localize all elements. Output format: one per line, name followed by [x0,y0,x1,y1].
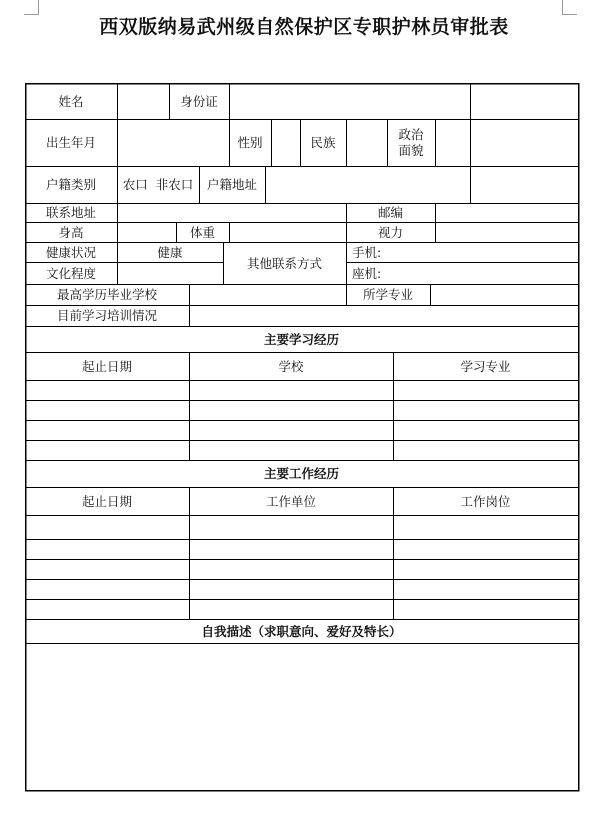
name-field[interactable] [117,84,169,119]
political-status-field[interactable] [435,120,470,166]
current-training-field[interactable] [189,306,578,326]
self-description-heading: 自我描述（求职意向、爱好及特长） [201,623,402,639]
self-description-field[interactable] [25,644,578,790]
major-label: 所学专业 [362,287,413,303]
ethnicity-field[interactable] [346,120,387,166]
health-value[interactable]: 健康 [157,244,183,260]
height-field[interactable] [117,223,176,242]
photo-area[interactable] [470,84,578,203]
gender-label: 性别 [237,135,263,151]
weight-label: 体重 [189,224,215,240]
contact-address-field[interactable] [117,204,346,222]
vision-field[interactable] [435,223,578,242]
postcode-field[interactable] [435,204,578,222]
household-type-options[interactable]: 农口 非农口 [122,177,194,193]
vision-label: 视力 [377,224,403,240]
contact-address-label: 联系地址 [45,205,96,221]
form-title: 西双版纳易武州级自然保护区专职护林员审批表 [99,16,509,38]
other-contact-label: 其他联系方式 [246,255,322,271]
mobile-field[interactable]: 手机: [352,244,382,260]
graduate-school-label: 最高学历毕业学校 [56,287,157,303]
education-label: 文化程度 [45,265,96,281]
landline-field[interactable]: 座机: [352,265,382,281]
birth-field[interactable] [117,120,229,166]
current-training-label: 目前学习培训情况 [56,308,157,324]
gender-field[interactable] [271,120,300,166]
household-address-label: 户籍地址 [206,177,257,193]
ethnicity-label: 民族 [310,135,336,151]
household-address-field[interactable] [265,167,470,203]
work-col-employer: 工作单位 [265,493,316,509]
name-label: 姓名 [58,93,84,109]
political-status-label-line2: 面貌 [398,143,424,158]
political-status-label-line1: 政治 [398,127,424,143]
weight-field[interactable] [229,223,346,242]
study-col-major: 学习专业 [460,358,511,374]
study-col-period: 起止日期 [81,358,132,374]
education-field[interactable] [117,263,223,284]
postcode-label: 邮编 [377,205,403,221]
graduate-school-field[interactable] [189,285,346,305]
work-history-heading: 主要工作经历 [263,466,339,482]
health-label: 健康状况 [45,244,96,260]
study-col-school: 学校 [278,358,304,374]
major-field[interactable] [430,285,578,305]
id-card-label: 身份证 [180,93,218,109]
id-card-field[interactable] [229,84,470,119]
study-history-heading: 主要学习经历 [263,331,339,347]
household-type-label: 户籍类别 [45,177,96,193]
political-status-label [387,120,435,166]
work-col-period: 起止日期 [81,493,132,509]
height-label: 身高 [58,224,84,240]
work-col-position: 工作岗位 [460,493,511,509]
birth-label: 出生年月 [45,135,96,151]
